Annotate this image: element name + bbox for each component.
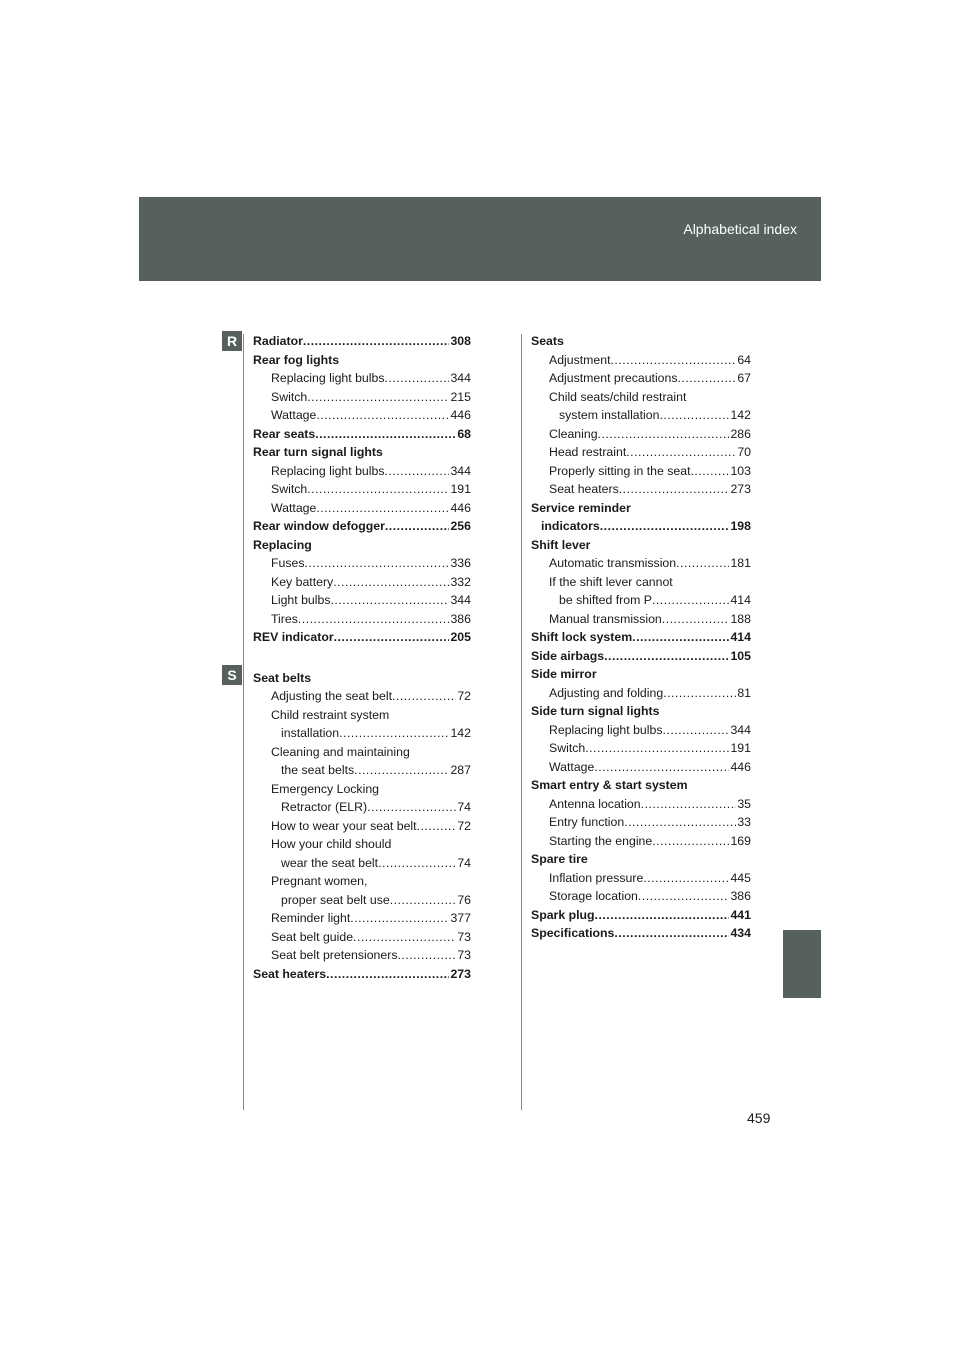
index-entry-page[interactable]: 446 xyxy=(450,408,471,422)
index-entry-label: Starting the engine xyxy=(549,833,653,848)
dot-leader xyxy=(614,924,729,943)
dot-leader xyxy=(662,610,730,629)
index-entry xyxy=(531,702,751,721)
index-entry-label: Automatic transmission xyxy=(549,556,677,570)
dot-leader xyxy=(384,369,449,388)
index-entry[interactable] xyxy=(531,406,751,425)
index-entry xyxy=(531,776,751,795)
dot-leader xyxy=(316,406,449,425)
dot-leader xyxy=(600,517,730,536)
index-entry[interactable] xyxy=(531,554,751,573)
index-entry xyxy=(253,536,471,555)
index-entry-label: Switch xyxy=(271,482,308,496)
dot-leader xyxy=(353,928,456,947)
index-entry-label: Reminder light xyxy=(271,911,351,925)
index-entry-page[interactable]: 81 xyxy=(737,685,751,700)
index-entry-page[interactable]: 142 xyxy=(450,726,471,740)
index-entry[interactable] xyxy=(253,332,471,351)
index-entry-page[interactable]: 188 xyxy=(730,611,751,626)
index-entry-page[interactable]: 377 xyxy=(450,911,471,925)
index-entry[interactable] xyxy=(253,499,471,518)
dot-leader xyxy=(307,480,449,499)
index-entry-label: Seats xyxy=(531,334,564,348)
index-entry-label: Storage location xyxy=(549,889,638,903)
dot-leader xyxy=(638,887,730,906)
index-entry-label: How to wear your seat belt xyxy=(271,818,417,833)
index-entry[interactable] xyxy=(253,425,471,444)
dot-leader xyxy=(334,628,450,647)
index-entry-page[interactable]: 205 xyxy=(450,630,471,644)
index-entry-label: be shifted from P xyxy=(559,593,652,607)
index-entry-page[interactable]: 386 xyxy=(730,889,751,903)
index-entry[interactable] xyxy=(531,813,751,832)
index-entry-page[interactable]: 215 xyxy=(450,389,471,404)
dot-leader xyxy=(641,795,737,814)
index-entry-label: Adjustment xyxy=(549,352,611,367)
index-entry[interactable] xyxy=(531,832,751,851)
index-entry-label: Adjustment precautions xyxy=(549,371,678,385)
index-entry-page[interactable]: 336 xyxy=(450,556,471,570)
index-entry-label: Radiator xyxy=(253,334,303,348)
index-entry-page[interactable]: 344 xyxy=(450,463,471,478)
dot-leader xyxy=(659,406,729,425)
left-column-divider xyxy=(243,334,244,1110)
index-entry[interactable] xyxy=(253,817,471,836)
index-entry-page[interactable]: 434 xyxy=(730,926,751,940)
index-entry-label: Switch xyxy=(271,389,308,404)
index-entry-label: Wattage xyxy=(549,759,595,774)
dot-leader xyxy=(611,351,737,370)
dot-leader xyxy=(598,425,730,444)
dot-leader xyxy=(417,817,457,836)
dot-leader xyxy=(339,724,449,743)
index-entry[interactable] xyxy=(531,869,751,888)
index-entry[interactable] xyxy=(253,909,471,928)
index-entry xyxy=(531,499,751,518)
dot-leader xyxy=(652,832,729,851)
index-entry[interactable] xyxy=(531,628,751,647)
dot-leader xyxy=(384,462,449,481)
index-entry-page[interactable]: 441 xyxy=(730,907,751,922)
dot-leader xyxy=(604,647,729,666)
dot-leader xyxy=(626,443,736,462)
dot-leader xyxy=(632,628,729,647)
index-entry-page[interactable]: 286 xyxy=(730,426,751,441)
index-entry-label: Shift lock system xyxy=(531,630,633,644)
index-entry xyxy=(531,573,751,592)
index-entry-label: Seat heaters xyxy=(549,482,619,496)
index-entry[interactable] xyxy=(531,591,751,610)
index-entry[interactable] xyxy=(253,517,471,536)
index-entry-label: Spare tire xyxy=(531,852,588,866)
index-entry-page[interactable]: 273 xyxy=(730,482,751,496)
index-entry-label: Key battery xyxy=(271,574,334,589)
index-entry-label: Antenna location xyxy=(549,796,641,811)
index-entry xyxy=(253,743,471,762)
index-entry[interactable] xyxy=(253,761,471,780)
index-entry-label: Cleaning and maintaining xyxy=(271,744,410,759)
dot-leader xyxy=(354,761,449,780)
index-entry[interactable] xyxy=(253,369,471,388)
index-entry-page[interactable]: 105 xyxy=(730,648,751,663)
section-gap xyxy=(253,647,471,669)
dot-leader xyxy=(676,554,729,573)
index-entry-label: Specifications xyxy=(531,926,615,940)
index-entry[interactable] xyxy=(253,573,471,592)
index-entry[interactable] xyxy=(531,443,751,462)
index-entry-page[interactable]: 191 xyxy=(450,482,471,496)
index-entry-page[interactable]: 142 xyxy=(730,408,751,422)
dot-leader xyxy=(326,965,449,984)
index-entry-page[interactable]: 64 xyxy=(737,352,751,367)
dot-leader xyxy=(619,480,730,499)
dot-leader xyxy=(691,462,730,481)
index-entry xyxy=(253,780,471,799)
header-title: Alphabetical index xyxy=(683,221,797,237)
index-entry-page[interactable]: 344 xyxy=(450,371,471,385)
index-entry-page[interactable]: 72 xyxy=(457,689,471,703)
index-entry-label: Emergency Locking xyxy=(271,781,379,796)
index-entry[interactable] xyxy=(531,351,751,370)
index-entry-page[interactable]: 308 xyxy=(450,334,471,348)
index-entry[interactable] xyxy=(531,906,751,925)
index-entry-label: Pregnant women, xyxy=(271,874,368,888)
index-entry[interactable] xyxy=(253,928,471,947)
index-entry[interactable] xyxy=(531,425,751,444)
index-entry[interactable] xyxy=(253,462,471,481)
dot-leader xyxy=(303,332,450,351)
index-entry-label: Retractor (ELR) xyxy=(281,800,368,814)
index-entry-label: Replacing light bulbs xyxy=(549,722,663,737)
index-entry xyxy=(253,706,471,725)
index-entry xyxy=(531,536,751,555)
letter-tab-s: S xyxy=(222,665,242,685)
index-entry xyxy=(253,872,471,891)
dot-leader xyxy=(333,573,449,592)
index-entry xyxy=(253,669,471,688)
index-entry-page[interactable]: 287 xyxy=(450,763,471,777)
index-entry[interactable] xyxy=(531,647,751,666)
dot-leader xyxy=(378,854,456,873)
index-entry-page[interactable]: 446 xyxy=(730,759,751,774)
index-entry[interactable] xyxy=(253,891,471,910)
index-entry[interactable] xyxy=(253,965,471,984)
index-entry-label: Wattage xyxy=(271,408,317,422)
index-entry-label: Side turn signal lights xyxy=(531,704,660,718)
dot-leader xyxy=(585,739,729,758)
index-entry-label: Properly sitting in the seat xyxy=(549,463,691,478)
index-entry[interactable] xyxy=(531,610,751,629)
index-entry[interactable] xyxy=(531,758,751,777)
index-entry-label: Seat heaters xyxy=(253,966,327,981)
index-entry-label: Shift lever xyxy=(531,537,591,552)
dot-leader xyxy=(298,610,450,629)
dot-leader xyxy=(350,909,449,928)
index-entry-page[interactable]: 332 xyxy=(450,574,471,589)
index-entry-label: Rear seats xyxy=(253,426,316,441)
dot-leader xyxy=(643,869,729,888)
index-entry-label: Spark plug xyxy=(531,907,595,922)
index-entry xyxy=(531,388,751,407)
index-entry-label: Rear turn signal lights xyxy=(253,445,383,459)
dot-leader xyxy=(663,684,736,703)
index-entry-label: Manual transmission xyxy=(549,611,662,626)
index-entry[interactable] xyxy=(253,554,471,573)
index-entry-page[interactable]: 256 xyxy=(450,519,471,533)
index-entry-page[interactable]: 67 xyxy=(737,371,751,385)
index-entry[interactable] xyxy=(253,610,471,629)
index-entry-page[interactable]: 169 xyxy=(730,833,751,848)
index-entry-page[interactable]: 386 xyxy=(450,611,471,626)
dot-leader xyxy=(595,906,730,925)
dot-leader xyxy=(305,554,450,573)
right-column-divider xyxy=(521,334,522,1110)
index-entry-page[interactable]: 74 xyxy=(457,800,471,814)
index-entry-label: Service reminder xyxy=(531,500,631,515)
index-entry-label: Light bulbs xyxy=(271,593,331,607)
index-entry[interactable] xyxy=(253,798,471,817)
index-entry[interactable] xyxy=(531,887,751,906)
dot-leader xyxy=(678,369,737,388)
dot-leader xyxy=(392,687,456,706)
dot-leader xyxy=(662,721,729,740)
index-entry-label: Rear fog lights xyxy=(253,352,340,367)
index-entry-label: Seat belt pretensioners xyxy=(271,948,398,962)
index-entry-label: Replacing xyxy=(253,537,312,552)
index-entry[interactable] xyxy=(253,724,471,743)
index-entry-label: proper seat belt use xyxy=(281,892,390,907)
index-entry-label: Side airbags xyxy=(531,648,605,663)
index-column-left xyxy=(253,332,471,983)
index-entry-label: Fuses xyxy=(271,556,305,570)
index-entry-label: How your child should xyxy=(271,837,392,851)
index-entry-page[interactable]: 70 xyxy=(737,445,751,459)
index-entry-page[interactable]: 181 xyxy=(730,556,751,570)
dot-leader xyxy=(307,388,449,407)
index-entry-label: Smart entry & start system xyxy=(531,778,688,792)
index-entry-page[interactable]: 76 xyxy=(457,892,471,907)
index-entry-page[interactable]: 344 xyxy=(730,722,751,737)
index-entry-page[interactable]: 344 xyxy=(450,593,471,607)
index-entry[interactable] xyxy=(253,854,471,873)
index-entry[interactable] xyxy=(253,687,471,706)
dot-leader xyxy=(624,813,736,832)
index-entry-page[interactable]: 191 xyxy=(730,741,751,755)
index-entry-label: Replacing light bulbs xyxy=(271,371,385,385)
dot-leader xyxy=(397,946,456,965)
index-entry-page[interactable]: 74 xyxy=(457,855,471,870)
index-entry-page[interactable]: 414 xyxy=(730,630,751,644)
index-entry-page[interactable]: 73 xyxy=(457,929,471,944)
section-thumb-tab xyxy=(783,930,821,998)
dot-leader xyxy=(652,591,730,610)
index-entry-page[interactable]: 73 xyxy=(457,948,471,962)
index-entry xyxy=(531,665,751,684)
index-entry[interactable] xyxy=(531,795,751,814)
index-entry-label: Head restraint xyxy=(549,445,627,459)
index-entry-page[interactable]: 68 xyxy=(457,426,471,441)
index-entry-label: Seat belts xyxy=(253,670,312,685)
index-entry[interactable] xyxy=(531,369,751,388)
dot-leader xyxy=(367,798,456,817)
index-entry[interactable] xyxy=(531,684,751,703)
index-entry-label: REV indicator xyxy=(253,630,334,644)
index-entry-label: Adjusting the seat belt xyxy=(271,689,392,703)
index-column-right xyxy=(531,332,751,943)
index-entry[interactable] xyxy=(253,628,471,647)
dot-leader xyxy=(594,758,729,777)
index-entry-page[interactable]: 72 xyxy=(457,818,471,833)
page-header xyxy=(139,197,821,281)
index-entry-page[interactable]: 273 xyxy=(450,966,471,981)
index-entry[interactable] xyxy=(531,721,751,740)
index-entry[interactable] xyxy=(531,462,751,481)
index-entry xyxy=(253,443,471,462)
index-entry-label: indicators xyxy=(541,519,600,533)
index-entry[interactable] xyxy=(253,406,471,425)
index-entry xyxy=(531,332,751,351)
index-entry[interactable] xyxy=(531,517,751,536)
index-entry-label: If the shift lever cannot xyxy=(549,574,673,589)
index-entry-label: Wattage xyxy=(271,500,317,515)
dot-leader xyxy=(315,425,456,444)
index-entry[interactable] xyxy=(253,480,471,499)
index-entry-label: installation xyxy=(281,726,340,740)
index-entry-label: Child seats/child restraint xyxy=(549,389,687,404)
page-number: 459 xyxy=(747,1110,771,1126)
index-entry[interactable] xyxy=(253,946,471,965)
index-entry-label: Child restraint system xyxy=(271,707,390,722)
letter-tab-r: R xyxy=(222,331,242,351)
index-entry-label: Rear window defogger xyxy=(253,519,385,533)
index-entry xyxy=(253,351,471,370)
dot-leader xyxy=(316,499,449,518)
index-entry-label: the seat belts xyxy=(281,763,355,777)
index-entry[interactable] xyxy=(531,480,751,499)
index-entry-label: Replacing light bulbs xyxy=(271,463,385,478)
index-entry-label: system installation xyxy=(559,408,660,422)
index-entry-page[interactable]: 414 xyxy=(730,593,751,607)
index-entry[interactable] xyxy=(253,388,471,407)
index-entry xyxy=(253,835,471,854)
index-entry-label: Entry function xyxy=(549,815,625,829)
index-entry-label: Switch xyxy=(549,741,586,755)
dot-leader xyxy=(330,591,449,610)
index-entry-label: Adjusting and folding xyxy=(549,685,664,700)
index-entry-page[interactable]: 198 xyxy=(730,519,751,533)
index-entry-label: wear the seat belt xyxy=(281,855,379,870)
index-entry[interactable] xyxy=(531,739,751,758)
index-entry-label: Inflation pressure xyxy=(549,870,644,885)
index-entry[interactable] xyxy=(531,924,751,943)
index-entry[interactable] xyxy=(253,591,471,610)
index-entry-page[interactable]: 33 xyxy=(737,815,751,829)
index-entry-page[interactable]: 35 xyxy=(737,796,751,811)
index-entry-page[interactable]: 445 xyxy=(730,870,751,885)
dot-leader xyxy=(390,891,457,910)
index-entry xyxy=(531,850,751,869)
index-entry-page[interactable]: 446 xyxy=(450,500,471,515)
index-entry-page[interactable]: 103 xyxy=(730,463,751,478)
index-entry-label: Seat belt guide xyxy=(271,929,354,944)
dot-leader xyxy=(385,517,450,536)
index-entry-label: Cleaning xyxy=(549,426,598,441)
index-entry-label: Side mirror xyxy=(531,667,597,681)
index-entry-label: Tires xyxy=(271,611,298,626)
